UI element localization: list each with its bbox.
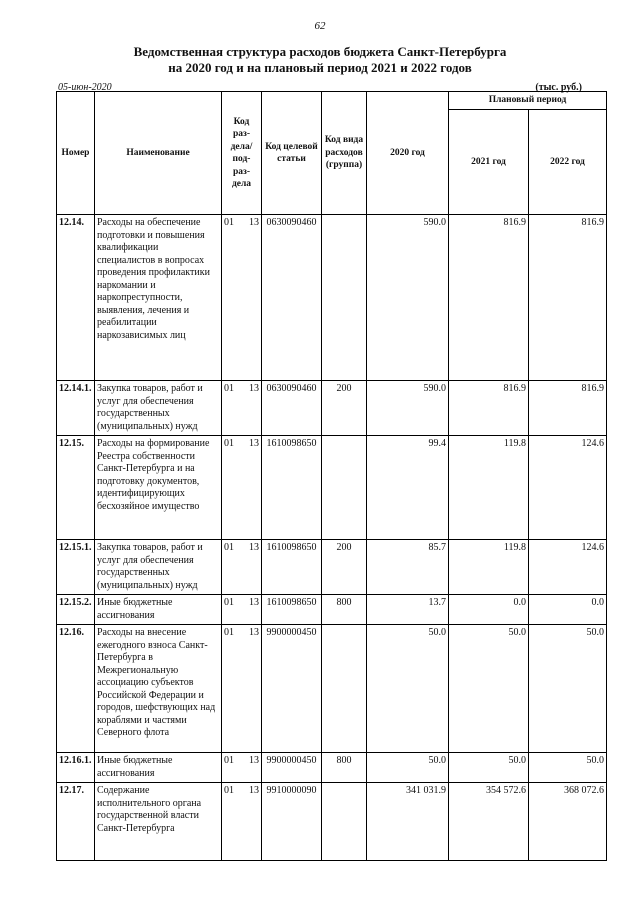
table-row xyxy=(57,436,607,540)
row-number: 12.15.2. xyxy=(57,595,95,625)
header-number: Номер xyxy=(57,92,95,215)
row-number: 12.14.1. xyxy=(57,381,95,436)
row-kind: 800 xyxy=(322,595,367,625)
row-subsection: 13 xyxy=(242,436,262,540)
row-value-2021: 119.8 xyxy=(449,540,529,595)
row-value-2020: 13.7 xyxy=(367,595,449,625)
header-name: Наименование xyxy=(95,92,222,215)
row-value-2022: 50.0 xyxy=(529,753,607,783)
row-name: Закупка товаров, работ и услуг для обеспечения государственных (муниципальных) нужд xyxy=(95,381,222,436)
row-number: 12.15. xyxy=(57,436,95,540)
row-subsection: 13 xyxy=(242,381,262,436)
row-number: 12.17. xyxy=(57,783,95,861)
header-2020: 2020 год xyxy=(367,92,449,215)
page-number: 62 xyxy=(314,20,326,32)
row-name: Иные бюджетные ассигнования xyxy=(95,753,222,783)
row-subsection: 13 xyxy=(242,595,262,625)
row-kind xyxy=(322,436,367,540)
header-section: Код раз- дела/ под- раз- дела xyxy=(222,92,262,215)
row-subsection: 13 xyxy=(242,753,262,783)
table-row xyxy=(57,783,607,861)
table-body xyxy=(57,215,607,861)
row-subsection: 13 xyxy=(242,625,262,753)
row-value-2022: 816.9 xyxy=(529,215,607,381)
row-section: 01 xyxy=(222,540,242,595)
row-section: 01 xyxy=(222,381,242,436)
row-kind: 200 xyxy=(322,540,367,595)
table-header xyxy=(57,92,607,215)
row-value-2021: 354 572.6 xyxy=(449,783,529,861)
header-kind: Код вида расходов (группа) xyxy=(322,92,367,215)
table-row xyxy=(57,595,607,625)
row-kind: 800 xyxy=(322,753,367,783)
table-row xyxy=(57,540,607,595)
row-kind xyxy=(322,215,367,381)
row-value-2020: 590.0 xyxy=(367,215,449,381)
row-subsection: 13 xyxy=(242,540,262,595)
document-title xyxy=(0,44,640,76)
row-section: 01 xyxy=(222,753,242,783)
row-value-2020: 99.4 xyxy=(367,436,449,540)
row-name: Расходы на формирование Реестра собственности Санкт-Петербурга и на подготовку документов, идентифицирующих бесхозяйное имущество xyxy=(95,436,222,540)
row-section: 01 xyxy=(222,436,242,540)
row-article: 1610098650 xyxy=(262,436,322,540)
row-name: Расходы на обеспечение подготовки и повышения квалификации специалистов в вопросах проведения профилактики наркомании и наркопреступности, выявления, лечения и реабилитации наркозависимых лиц xyxy=(95,215,222,381)
row-article: 1610098650 xyxy=(262,540,322,595)
row-number: 12.14. xyxy=(57,215,95,381)
row-kind xyxy=(322,625,367,753)
document-date: 05-июн-2020 xyxy=(58,82,112,93)
row-value-2022: 124.6 xyxy=(529,436,607,540)
row-section: 01 xyxy=(222,625,242,753)
row-value-2020: 85.7 xyxy=(367,540,449,595)
row-section: 01 xyxy=(222,595,242,625)
row-value-2021: 50.0 xyxy=(449,753,529,783)
header-plan-period: Плановый период xyxy=(449,92,607,110)
row-article: 0630090460 xyxy=(262,381,322,436)
row-value-2022: 50.0 xyxy=(529,625,607,753)
row-value-2022: 368 072.6 xyxy=(529,783,607,861)
table-row xyxy=(57,625,607,753)
row-article: 9910000090 xyxy=(262,783,322,861)
row-number: 12.16. xyxy=(57,625,95,753)
row-value-2021: 119.8 xyxy=(449,436,529,540)
row-value-2022: 124.6 xyxy=(529,540,607,595)
row-number: 12.15.1. xyxy=(57,540,95,595)
table-row xyxy=(57,381,607,436)
table-row xyxy=(57,753,607,783)
row-name: Расходы на внесение ежегодного взноса Санкт-Петербурга в Межрегиональную ассоциацию субъектов Российской Федерации и городов, шефствующих над кораблями и частями Северного флота xyxy=(95,625,222,753)
row-article: 9900000450 xyxy=(262,753,322,783)
row-subsection: 13 xyxy=(242,783,262,861)
row-section: 01 xyxy=(222,783,242,861)
row-article: 1610098650 xyxy=(262,595,322,625)
row-kind xyxy=(322,783,367,861)
header-2021: 2021 год xyxy=(449,110,529,215)
row-value-2021: 816.9 xyxy=(449,215,529,381)
row-section: 01 xyxy=(222,215,242,381)
row-name: Закупка товаров, работ и услуг для обеспечения государственных (муниципальных) нужд xyxy=(95,540,222,595)
units-label: (тыс. руб.) xyxy=(535,82,582,93)
row-subsection: 13 xyxy=(242,215,262,381)
row-number: 12.16.1. xyxy=(57,753,95,783)
row-value-2020: 50.0 xyxy=(367,753,449,783)
row-value-2021: 50.0 xyxy=(449,625,529,753)
row-value-2021: 0.0 xyxy=(449,595,529,625)
title-line-1: Ведомственная структура расходов бюджета Санкт-Петербурга xyxy=(133,44,507,59)
header-2022: 2022 год xyxy=(529,110,607,215)
row-value-2020: 50.0 xyxy=(367,625,449,753)
row-value-2021: 816.9 xyxy=(449,381,529,436)
row-article: 0630090460 xyxy=(262,215,322,381)
row-kind: 200 xyxy=(322,381,367,436)
table-row xyxy=(57,215,607,381)
row-article: 9900000450 xyxy=(262,625,322,753)
header-article: Код целевой статьи xyxy=(262,92,322,215)
row-value-2022: 0.0 xyxy=(529,595,607,625)
row-value-2020: 341 031.9 xyxy=(367,783,449,861)
row-name: Иные бюджетные ассигнования xyxy=(95,595,222,625)
row-name: Содержание исполнительного органа государственной власти Санкт-Петербурга xyxy=(95,783,222,861)
row-value-2022: 816.9 xyxy=(529,381,607,436)
row-value-2020: 590.0 xyxy=(367,381,449,436)
title-line-2: на 2020 год и на плановый период 2021 и 2022 годов xyxy=(168,60,472,75)
budget-table xyxy=(56,91,607,861)
